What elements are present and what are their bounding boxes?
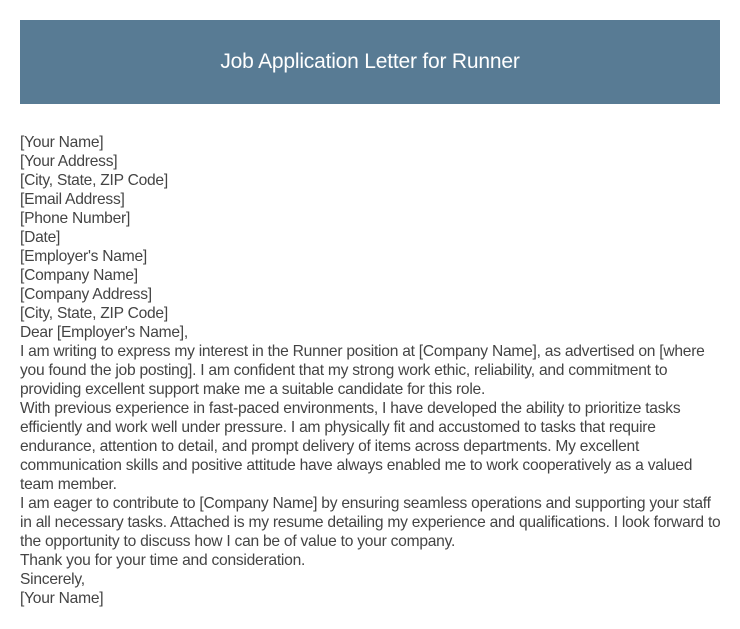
body-paragraph: I am eager to contribute to [Company Name] by ensuring seamless operations and supporting your staff in all necessary tasks. Attached is my resume detailing my experience and qualifications. I look forward to the opportunity to discuss how I can be of value to your company.: [20, 495, 721, 550]
sender-phone: [Phone Number]: [20, 210, 131, 227]
letter-date: [Date]: [20, 229, 61, 246]
letter-body: [20, 133, 725, 608]
sender-name: [Your Name]: [20, 134, 104, 151]
signature: [Your Name]: [20, 590, 104, 607]
title-banner: [20, 20, 720, 104]
body-paragraph: I am writing to express my interest in the Runner position at [Company Name], as advertised on [where you found the job posting]. I am confident that my strong work ethic, reliability, and commitment to providing excellent support make me a suitable candidate for this role.: [20, 343, 705, 398]
recipient-city-state-zip: [City, State, ZIP Code]: [20, 305, 168, 322]
salutation: Dear [Employer's Name],: [20, 324, 188, 341]
body-paragraph: Thank you for your time and consideration.: [20, 552, 306, 569]
page-title: Job Application Letter for Runner: [220, 50, 520, 73]
sender-email: [Email Address]: [20, 191, 125, 208]
body-paragraph: With previous experience in fast-paced environments, I have developed the ability to prioritize tasks efficiently and work well under pressure. I am physically fit and accustomed to tasks that require endurance, attention to detail, and prompt delivery of items across departments. My excellent communication skills and positive attitude have always enabled me to work cooperatively as a valued team member.: [20, 400, 693, 493]
sender-address: [Your Address]: [20, 153, 118, 170]
sender-city-state-zip: [City, State, ZIP Code]: [20, 172, 168, 189]
closing: Sincerely,: [20, 571, 85, 588]
recipient-employer-name: [Employer's Name]: [20, 248, 147, 265]
recipient-company-name: [Company Name]: [20, 267, 138, 284]
recipient-company-address: [Company Address]: [20, 286, 152, 303]
